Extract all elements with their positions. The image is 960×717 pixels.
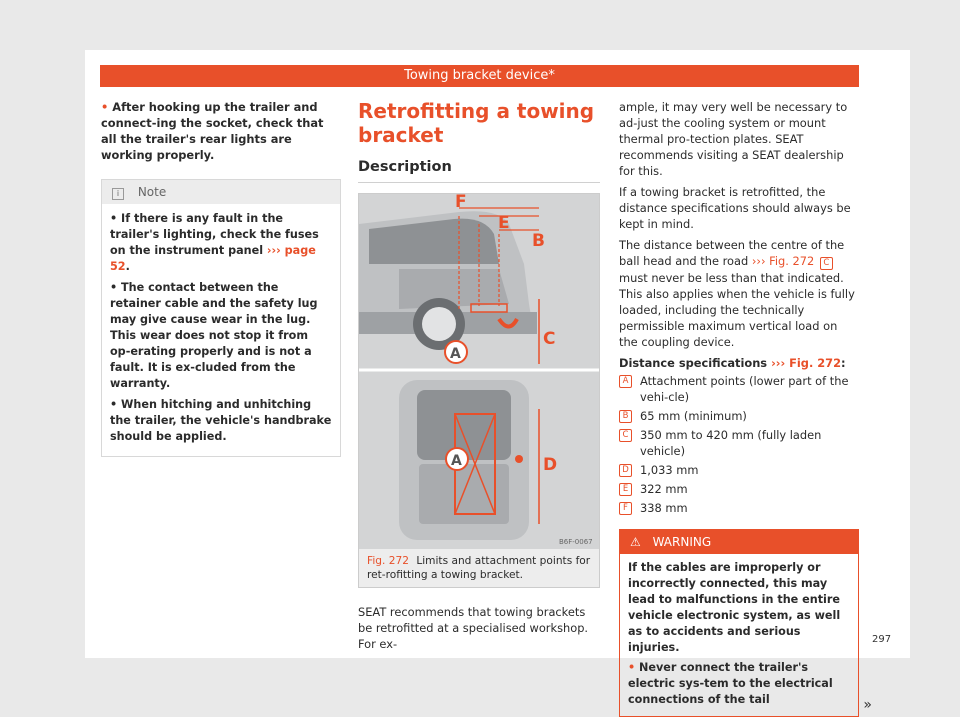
- warning-icon: ⚠: [630, 535, 641, 549]
- warning-bullet-text: Never connect the trailer's electric sys-tem to the electrical connections of the tail: [628, 661, 833, 706]
- figure-272: [358, 193, 600, 588]
- left-column: [101, 99, 341, 457]
- warning-body: [620, 554, 858, 716]
- figure-number: Fig. 272: [367, 555, 409, 567]
- spec-value: 1,033 mm: [640, 463, 699, 477]
- bullet-icon: •: [628, 661, 640, 674]
- note-item: • The contact between the retainer cable and the safety lug may give cause wear in the lug. This wear does not stop it from op-erating properly and is not a fault. It is ex-cluded from the warranty.: [110, 281, 318, 390]
- note-header: [102, 180, 340, 204]
- warning-text: If the cables are improperly or incorrectly connected, this may lead to malfunctions in the entire vehicle electronic system, as well as to accidents and serious injuries.: [628, 561, 841, 654]
- spec-item: [619, 373, 859, 405]
- paragraph: ample, it may very well be necessary to ad-just the cooling system or mount thermal pro-tection plates. SEAT recommends visiting a SEAT dealership for this.: [619, 100, 848, 178]
- figure-caption: [359, 549, 599, 587]
- spec-badge: A: [619, 375, 632, 388]
- note-box: [101, 179, 341, 457]
- page-number: 297: [872, 634, 892, 645]
- middle-column: [358, 99, 600, 652]
- spec-list: [619, 373, 859, 516]
- warning-box: [619, 529, 872, 717]
- intro-bullet-text: After hooking up the trailer and connect-ing the socket, check that all the trailer's rear lights are working properly.: [101, 100, 324, 162]
- towing-bracket-illustration: [359, 194, 599, 549]
- label-E: E: [498, 213, 510, 233]
- label-A-top: A: [450, 346, 461, 362]
- right-column: [619, 99, 872, 717]
- spec-heading-text: Distance specifications: [619, 356, 772, 370]
- info-icon: i: [112, 188, 124, 200]
- body-text: SEAT recommends that towing brackets be retrofitted at a specialised workshop. For ex-: [358, 605, 589, 651]
- page-header: Towing bracket device*: [100, 65, 859, 87]
- note-item: • If there is any fault in the trailer's lighting, check the fuses on the instrument panel ››› page 52.: [110, 212, 319, 273]
- spec-badge: F: [619, 502, 632, 515]
- warning-title: WARNING: [652, 535, 712, 549]
- label-D: D: [543, 455, 558, 475]
- note-body: [102, 204, 340, 456]
- subsection-title: Description: [358, 159, 600, 183]
- continue-icon: »: [863, 697, 872, 713]
- paragraph-text: The distance between the centre of the ball head and the road: [619, 238, 845, 268]
- spec-colon: :: [841, 356, 846, 370]
- spec-badge: E: [619, 483, 632, 496]
- bullet-icon: •: [101, 100, 109, 114]
- figure-code: B6F-0067: [559, 538, 593, 546]
- badge-C: C: [820, 257, 833, 270]
- spec-heading: [619, 355, 859, 371]
- figure-link[interactable]: ››› Fig. 272: [771, 356, 842, 370]
- spec-badge: C: [619, 429, 632, 442]
- spec-badge: B: [619, 410, 632, 423]
- paragraph: [619, 237, 859, 350]
- spec-item: [619, 462, 859, 478]
- spec-value: Attachment points (lower part of the vehi-cle): [640, 374, 849, 404]
- label-A-bottom: A: [451, 453, 462, 469]
- figure-caption-text: Limits and attachment points for ret-rofitting a towing bracket.: [367, 555, 591, 581]
- paragraph: If a towing bracket is retrofitted, the distance specifications should always be kept in mind.: [619, 185, 851, 231]
- label-C: C: [543, 329, 556, 349]
- page-link[interactable]: ››› page 52: [110, 244, 316, 273]
- label-F: F: [455, 194, 467, 212]
- label-B: B: [532, 231, 545, 251]
- spec-item: [619, 408, 859, 424]
- note-item-text: The contact between the retainer cable and the safety lug may give cause wear in the lug. This wear does not stop it from op-erating properly and is not a fault. It is ex-cluded from the warranty.: [110, 281, 318, 390]
- note-item: • When hitching and unhitching the trailer, the vehicle's handbrake should be applied.: [110, 398, 332, 443]
- paragraph-text: must never be less than that indicated. This also applies when the vehicle is fully loaded, including the technically permissible maximum vertical load on the coupling device.: [619, 271, 855, 349]
- car-top-view: [399, 380, 539, 540]
- spec-value: 350 mm to 420 mm (fully laden vehicle): [640, 428, 822, 458]
- note-item-end: .: [125, 260, 130, 273]
- spec-value: 322 mm: [640, 482, 688, 496]
- spec-item: [619, 427, 859, 459]
- note-item-text: If there is any fault in the trailer's lighting, check the fuses on the instrument panel: [110, 212, 319, 257]
- warning-header: [620, 530, 858, 554]
- note-title: Note: [137, 185, 167, 199]
- warning-bullet: [628, 660, 850, 708]
- intro-bullet: [101, 99, 341, 163]
- figure-link[interactable]: ››› Fig. 272: [751, 254, 815, 268]
- spec-value: 338 mm: [640, 501, 688, 515]
- spec-value: 65 mm (minimum): [640, 409, 747, 423]
- section-title: Retrofitting a towing bracket: [358, 99, 595, 147]
- spec-badge: D: [619, 464, 632, 477]
- note-item-text: When hitching and unhitching the trailer, the vehicle's handbrake should be applied.: [110, 398, 332, 443]
- spec-item: [619, 500, 859, 516]
- spec-item: [619, 481, 859, 497]
